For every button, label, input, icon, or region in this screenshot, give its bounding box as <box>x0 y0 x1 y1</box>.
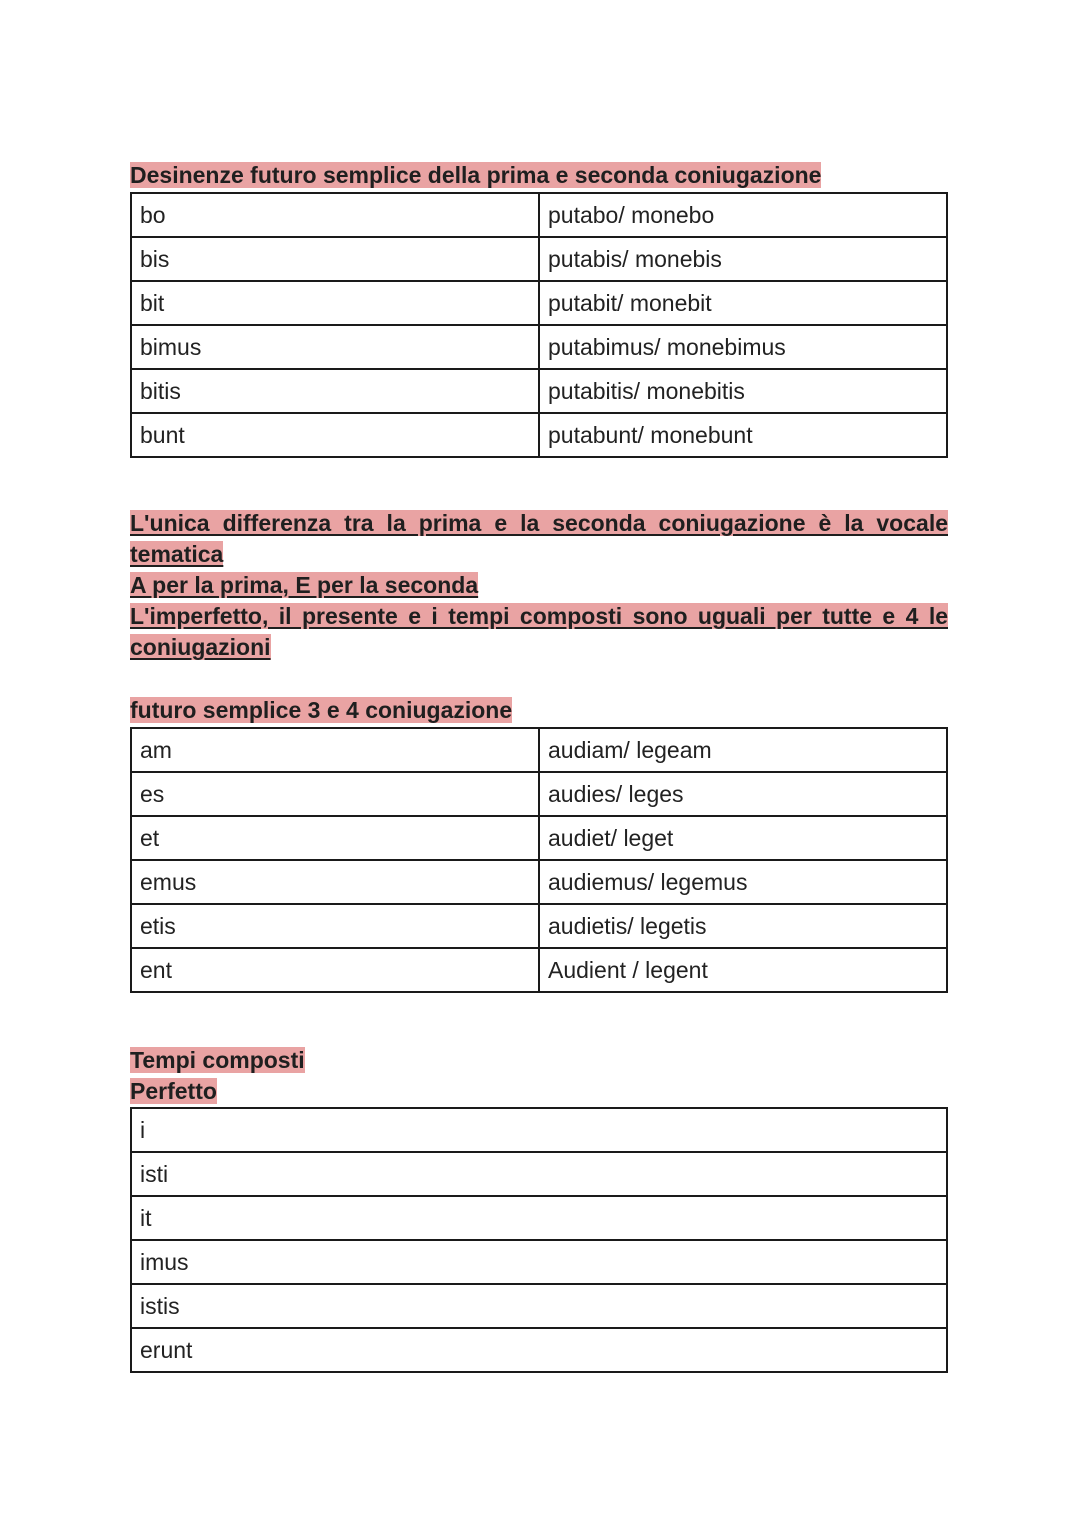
ending-cell: it <box>131 1196 947 1240</box>
ending-cell: etis <box>131 904 539 948</box>
example-cell: Audient / legent <box>539 948 947 992</box>
example-cell: putabit/ monebit <box>539 281 947 325</box>
table-row <box>131 1240 947 1284</box>
section3-heading <box>130 1045 305 1107</box>
ending-cell: erunt <box>131 1328 947 1372</box>
example-cell: putabitis/ monebitis <box>539 369 947 413</box>
table-row <box>131 413 947 457</box>
section1-table <box>130 192 948 458</box>
example-cell: audiet/ leget <box>539 816 947 860</box>
ending-cell: bimus <box>131 325 539 369</box>
ending-cell: bitis <box>131 369 539 413</box>
table-row <box>131 904 947 948</box>
ending-cell: emus <box>131 860 539 904</box>
table-row <box>131 325 947 369</box>
table-row <box>131 193 947 237</box>
example-cell: putabo/ monebo <box>539 193 947 237</box>
example-cell: putabunt/ monebunt <box>539 413 947 457</box>
note-line-3: L'imperfetto, il presente e i tempi composti sono uguali per tutte e 4 le coniugazioni <box>130 603 948 660</box>
table-row <box>131 281 947 325</box>
ending-cell: am <box>131 728 539 772</box>
example-cell: audietis/ legetis <box>539 904 947 948</box>
table-row <box>131 1284 947 1328</box>
table-row <box>131 369 947 413</box>
section2-heading <box>130 697 512 724</box>
note-line-1: L'unica differenza tra la prima e la seconda coniugazione è la vocale tematica <box>130 510 948 567</box>
example-cell: putabimus/ monebimus <box>539 325 947 369</box>
notes-paragraph <box>130 508 948 663</box>
ending-cell: bit <box>131 281 539 325</box>
table-row <box>131 1196 947 1240</box>
section1-heading <box>130 162 821 189</box>
section3-table <box>130 1107 948 1373</box>
table-row <box>131 948 947 992</box>
ending-cell: bunt <box>131 413 539 457</box>
section2-table <box>130 727 948 993</box>
ending-cell: et <box>131 816 539 860</box>
table-row <box>131 860 947 904</box>
ending-cell: bo <box>131 193 539 237</box>
example-cell: putabis/ monebis <box>539 237 947 281</box>
table-row <box>131 816 947 860</box>
ending-cell: imus <box>131 1240 947 1284</box>
ending-cell: bis <box>131 237 539 281</box>
section2-title: futuro semplice 3 e 4 coniugazione <box>130 697 513 723</box>
ending-cell: istis <box>131 1284 947 1328</box>
table-row <box>131 1328 947 1372</box>
table-row <box>131 728 947 772</box>
table-row <box>131 237 947 281</box>
section3-title: Tempi composti <box>130 1047 305 1073</box>
ending-cell: isti <box>131 1152 947 1196</box>
ending-cell: i <box>131 1108 947 1152</box>
example-cell: audies/ leges <box>539 772 947 816</box>
table-row <box>131 772 947 816</box>
table-row <box>131 1152 947 1196</box>
ending-cell: es <box>131 772 539 816</box>
table-row <box>131 1108 947 1152</box>
note-line-2: A per la prima, E per la seconda <box>130 572 479 598</box>
section1-title: Desinenze futuro semplice della prima e seconda coniugazione <box>130 162 822 188</box>
example-cell: audiemus/ legemus <box>539 860 947 904</box>
ending-cell: ent <box>131 948 539 992</box>
section3-subtitle: Perfetto <box>130 1078 217 1104</box>
example-cell: audiam/ legeam <box>539 728 947 772</box>
